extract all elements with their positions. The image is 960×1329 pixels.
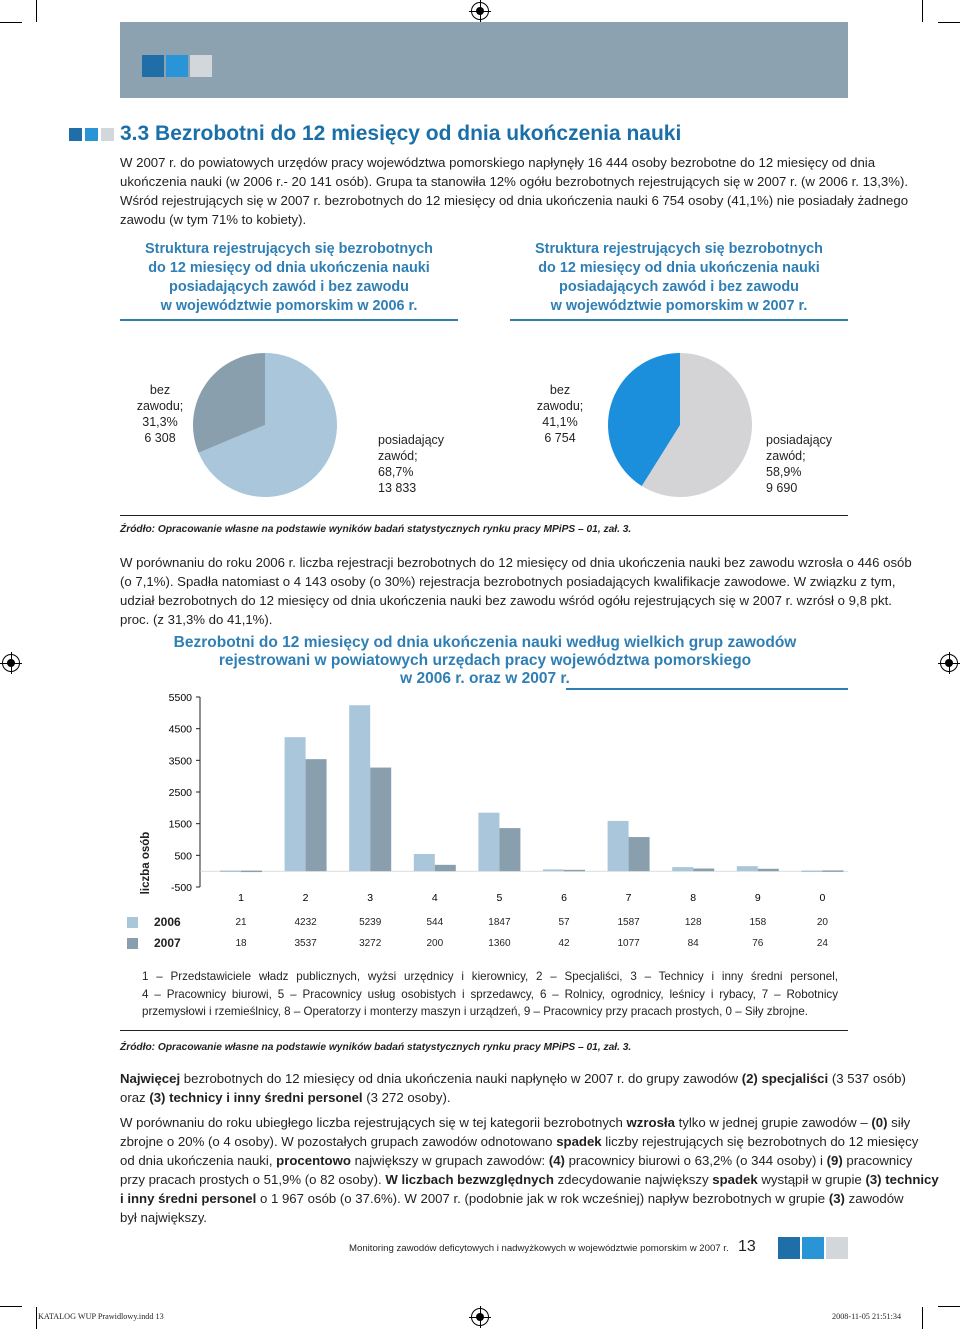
pie-label-line: 9 690 bbox=[766, 481, 798, 495]
text: przy pracach prostych o 51,9% (o 82 osoby). bbox=[120, 1172, 386, 1187]
data-cell: 24 bbox=[816, 938, 828, 949]
comparison-line: udział bezrobotnych do 12 miesięcy od dnia ukończenia nauki bez zawodu wśród ogółu rejestrujących się w 2007 r. wzrósł o 9,8 pkt. bbox=[120, 593, 892, 608]
bar-2006-cat-1 bbox=[220, 871, 241, 873]
bar-2006-cat-9 bbox=[737, 866, 758, 871]
intro-line: Wśród rejestrujących się w 2007 r. bezrobotnych do 12 miesięcy od dnia ukończenia nauki 6 754 osoby (41,1%) nie posiadały żadnego bbox=[120, 193, 909, 208]
legend-line: 1 – Przedstawiciele władz publicznych, wyżsi urzędnicy i kierownicy, 2 – Specjaliści, 3 – Technicy i inny średni personel, bbox=[142, 970, 838, 983]
pie-label-line: zawód; bbox=[766, 449, 806, 463]
pie-title-line: posiadających zawód i bez zawodu bbox=[559, 279, 799, 295]
summary-paragraph-2 bbox=[120, 1113, 939, 1227]
text: pracownicy bbox=[842, 1153, 913, 1168]
page-number: 13 bbox=[738, 1238, 756, 1255]
pie-right-label-b bbox=[766, 432, 866, 496]
pie-right-label-a bbox=[510, 382, 610, 446]
x-tick-label: 2 bbox=[302, 892, 309, 904]
crop-mark bbox=[0, 22, 22, 23]
text: oraz bbox=[120, 1090, 150, 1105]
bar-2006-cat-4 bbox=[414, 854, 435, 871]
pie-label-line: 41,1% bbox=[542, 415, 578, 429]
footer-square-icon bbox=[778, 1237, 800, 1259]
pie-title-line: posiadających zawód i bez zawodu bbox=[169, 279, 409, 295]
text: bezrobotnych do 12 miesięcy od dnia ukończenia nauki napłynęło w 2007 r. do grupy zawodów bbox=[180, 1071, 742, 1086]
pie-label-line: 6 308 bbox=[144, 431, 176, 445]
text: pracownicy biurowi o 63,2% (o 344 osoby) i bbox=[564, 1153, 827, 1168]
data-cell: 1360 bbox=[488, 938, 511, 949]
bold-text: W liczbach bezwzględnych bbox=[385, 1172, 554, 1187]
pie-label-line: bez bbox=[549, 383, 571, 397]
pie-left-label-b bbox=[378, 432, 478, 496]
bar-2006-cat-7 bbox=[608, 821, 629, 871]
text: zbrojne o 20% (o 4 osoby). W pozostałych grupach zawodów odnotowano bbox=[120, 1134, 557, 1149]
bar-2007-cat-6 bbox=[564, 870, 585, 872]
slug-date: 2008-11-05 21:51:34 bbox=[832, 1312, 902, 1321]
crop-mark bbox=[938, 1306, 960, 1307]
bar-2007-cat-8 bbox=[693, 869, 714, 872]
chart-title-line: rejestrowani w powiatowych urzędach pracy województwa pomorskiego bbox=[218, 652, 752, 669]
bold-text: (3) bbox=[828, 1191, 845, 1206]
x-tick-label: 6 bbox=[561, 892, 567, 904]
data-cell: 158 bbox=[749, 917, 767, 928]
crop-mark bbox=[0, 1306, 22, 1307]
text: zdecydowanie największy bbox=[553, 1172, 713, 1187]
pie-label-line: zawodu; bbox=[136, 399, 184, 413]
title-square-icon bbox=[69, 128, 82, 141]
pie-title-line: w województwie pomorskim w 2006 r. bbox=[160, 298, 418, 314]
comparison-paragraph bbox=[120, 553, 912, 629]
text: o 1 967 osób (o 37.6%). W 2007 r. (podobnie jak w rok wcześniej) napływ bezrobotnych w grupie bbox=[256, 1191, 829, 1206]
comparison-line: proc. (z 31,3% do 41,1%). bbox=[120, 612, 273, 627]
summary-line: był największy. bbox=[120, 1210, 207, 1225]
summary-line bbox=[120, 1113, 939, 1132]
occupation-legend bbox=[142, 968, 838, 1021]
registration-mark-icon bbox=[471, 2, 489, 20]
y-tick-label: 3500 bbox=[168, 755, 192, 768]
text: siły bbox=[887, 1115, 911, 1130]
pie-label-line: 6 754 bbox=[544, 431, 576, 445]
slug-file: KATALOG WUP Prawidlowy.indd 13 bbox=[38, 1312, 164, 1321]
data-cell: 200 bbox=[426, 938, 444, 949]
intro-paragraph bbox=[120, 153, 908, 229]
data-cell: 3537 bbox=[294, 938, 317, 949]
pie-right-title-rule bbox=[510, 319, 848, 321]
data-cell: 5239 bbox=[359, 917, 382, 928]
pie-title-line: Struktura rejestrujących się bezrobotnych bbox=[535, 241, 823, 257]
registration-mark-icon bbox=[940, 654, 958, 672]
text: (3 272 osoby). bbox=[362, 1090, 451, 1105]
data-cell: 21 bbox=[235, 917, 247, 928]
bold-text: (3) technicy bbox=[865, 1172, 939, 1187]
bar-2007-cat-9 bbox=[758, 869, 779, 871]
pie-label-line: 13 833 bbox=[378, 481, 417, 495]
title-square-icon bbox=[85, 128, 98, 141]
footer-square-icon bbox=[826, 1237, 848, 1259]
data-cell: 1847 bbox=[488, 917, 511, 928]
summary-paragraph-1 bbox=[120, 1069, 906, 1107]
y-tick-label: 5500 bbox=[168, 692, 192, 704]
pie-label-line: posiadający bbox=[378, 433, 445, 447]
bar-2007-cat-4 bbox=[435, 865, 456, 871]
x-tick-label: 9 bbox=[754, 892, 761, 904]
bar-2006-cat-6 bbox=[543, 869, 564, 871]
data-cell: 84 bbox=[687, 938, 699, 949]
pie-label-line: bez bbox=[149, 383, 171, 397]
data-cell: 3272 bbox=[359, 938, 382, 949]
header-square-icon bbox=[190, 55, 212, 77]
source-rule bbox=[120, 515, 848, 516]
summary-line bbox=[120, 1088, 906, 1107]
x-tick-label: 7 bbox=[625, 892, 632, 904]
comparison-line: (o 7,1%). Spadła natomiast o 4 143 osoby (o 30%) rejestracja bezrobotnych posiadających kwalifikacje zawodowe. W związku z tym, bbox=[120, 574, 896, 589]
data-cell: 1587 bbox=[617, 917, 640, 928]
data-cell: 42 bbox=[558, 938, 570, 949]
legend-swatch-2007 bbox=[127, 938, 138, 949]
bar-2007-cat-1 bbox=[241, 871, 262, 873]
footer-text: Monitoring zawodów deficytowych i nadwyżkowych w województwie pomorskim w 2007 r. bbox=[349, 1243, 729, 1254]
pie-title-line: Struktura rejestrujących się bezrobotnych bbox=[145, 241, 433, 257]
legend-line: 4 – Pracownicy biurowi, 5 – Pracownicy usług osobistych i sprzedawcy, 6 – Rolnicy, ogrodnicy, leśnicy i rybacy, 7 – Robotnicy bbox=[142, 987, 838, 1001]
header-square-icon bbox=[166, 55, 188, 77]
x-tick-label: 5 bbox=[496, 892, 503, 904]
pie-title-line: do 12 miesięcy od dnia ukończenia nauki bbox=[538, 260, 820, 276]
source-rule bbox=[120, 1030, 848, 1031]
bar-2006-cat-2 bbox=[285, 737, 306, 871]
pie-left-title bbox=[120, 240, 458, 316]
pie-label-line: zawód; bbox=[378, 449, 418, 463]
pie-right-title bbox=[510, 240, 848, 316]
summary-line bbox=[120, 1132, 939, 1151]
bar-2007-cat-0 bbox=[822, 870, 843, 872]
summary-line bbox=[120, 1170, 939, 1189]
pie-left-title-rule bbox=[120, 319, 458, 321]
text: W porównaniu do roku ubiegłego liczba rejestrujących się w tej kategorii bezrobotnych bbox=[120, 1115, 627, 1130]
text: zawodów bbox=[844, 1191, 904, 1206]
summary-line bbox=[120, 1189, 939, 1208]
bold-text: i inny średni personel bbox=[120, 1191, 257, 1206]
bold-text: (2) specjaliści bbox=[741, 1071, 829, 1086]
intro-line: ukończenia nauki (w 2006 r.- 20 141 osób). Grupa ta stanowiła 12% ogółu bezrobotnych rejestrujących się w 2007 r. (w 2006 r. 13,3%). bbox=[120, 174, 909, 189]
data-cell: 1077 bbox=[617, 938, 640, 949]
text: (3 537 osób) bbox=[828, 1071, 906, 1086]
data-cell: 128 bbox=[684, 917, 702, 928]
bar-2006-cat-8 bbox=[672, 867, 693, 871]
bar-2007-cat-5 bbox=[499, 828, 520, 871]
bar-2006-cat-5 bbox=[478, 813, 499, 871]
source-note: Źródło: Opracowanie własne na podstawie wyników badań statystycznych rynku pracy MPiPS – 01, zał. 3. bbox=[120, 1042, 632, 1053]
bold-text: (3) technicy i inny średni personel bbox=[149, 1090, 363, 1105]
y-axis-label: liczba osób bbox=[140, 831, 152, 895]
registration-mark-icon bbox=[471, 1308, 489, 1326]
x-tick-label: 1 bbox=[238, 892, 244, 904]
bar-2007-cat-7 bbox=[629, 837, 650, 871]
summary-line bbox=[120, 1151, 939, 1170]
header-band bbox=[120, 22, 848, 98]
pie-left-label-a bbox=[110, 382, 210, 446]
crop-mark bbox=[36, 1307, 37, 1329]
crop-mark bbox=[922, 0, 923, 22]
y-tick-label: 4500 bbox=[168, 723, 192, 736]
y-axis-label-wrap bbox=[136, 831, 156, 895]
pie-title-line: w województwie pomorskim w 2007 r. bbox=[550, 298, 808, 314]
y-tick-label: 1500 bbox=[168, 818, 192, 831]
legend-swatch-2006 bbox=[127, 917, 138, 928]
legend-line: przemysłowi i rzemieślnicy, 8 – Operatorzy i monterzy maszyn i urządzeń, 9 – Pracownicy przy pracach prostych, 0 – Siły zbrojne. bbox=[142, 1005, 809, 1018]
chart-title-line: w 2006 r. oraz w 2007 r. bbox=[400, 670, 570, 687]
registration-mark-icon bbox=[2, 654, 20, 672]
bold-text: (9) bbox=[826, 1153, 843, 1168]
pie-label-line: 68,7% bbox=[378, 465, 414, 479]
crop-mark bbox=[922, 1307, 923, 1329]
text: tylko w jednej grupie zawodów – bbox=[674, 1115, 872, 1130]
bar-2006-cat-3 bbox=[349, 705, 370, 871]
x-tick-label: 3 bbox=[367, 892, 374, 904]
bar-2006-cat-0 bbox=[801, 871, 822, 873]
source-note: Źródło: Opracowanie własne na podstawie wyników badań statystycznych rynku pracy MPiPS – 01, zał. 3. bbox=[120, 524, 632, 535]
crop-mark bbox=[36, 0, 37, 22]
data-cell: 544 bbox=[426, 917, 444, 928]
pie-label-line: zawodu; bbox=[536, 399, 584, 413]
chart-title-line: Bezrobotni do 12 miesięcy od dnia ukończenia nauki według wielkich grup zawodów bbox=[173, 634, 797, 651]
comparison-line: W porównaniu do roku 2006 r. liczba rejestracji bezrobotnych do 12 miesięcy od dnia ukończenia nauki bez zawodu wzrosła o 446 osób bbox=[120, 555, 912, 570]
header-square-icon bbox=[142, 55, 164, 77]
section-title: 3.3 Bezrobotni do 12 miesięcy od dnia ukończenia nauki bbox=[120, 122, 682, 145]
bar-2007-cat-3 bbox=[370, 768, 391, 872]
y-tick-label: 500 bbox=[174, 850, 192, 863]
intro-line: zawodu (w tym 71% to kobiety). bbox=[120, 212, 307, 227]
text: od dnia ukończenia nauki, bbox=[120, 1153, 277, 1168]
pie-label-line: 31,3% bbox=[142, 415, 178, 429]
bold-text: wzrosła bbox=[626, 1115, 675, 1130]
bold-text: spadek bbox=[556, 1134, 602, 1149]
data-cell: 4232 bbox=[294, 917, 317, 928]
text: największy w grupach zawodów: bbox=[350, 1153, 549, 1168]
crop-mark bbox=[938, 22, 960, 23]
series-label-2007: 2007 bbox=[154, 936, 181, 950]
data-cell: 76 bbox=[752, 938, 764, 949]
data-cell: 20 bbox=[816, 917, 828, 928]
y-tick-label: -500 bbox=[170, 882, 192, 894]
data-cell: 57 bbox=[558, 917, 570, 928]
data-cell: 18 bbox=[235, 938, 247, 949]
title-square-icon bbox=[101, 128, 114, 141]
x-tick-label: 8 bbox=[690, 892, 697, 904]
bold-text: Najwięcej bbox=[120, 1071, 181, 1086]
bold-text: spadek bbox=[712, 1172, 758, 1187]
pie-label-line: 58,9% bbox=[766, 465, 802, 479]
pie-label-line: posiadający bbox=[766, 433, 833, 447]
intro-line: W 2007 r. do powiatowych urzędów pracy województwa pomorskiego napłynęły 16 444 osoby bezrobotne do 12 miesięcy od dnia bbox=[120, 155, 876, 170]
x-tick-label: 0 bbox=[819, 892, 826, 904]
pie-title-line: do 12 miesięcy od dnia ukończenia nauki bbox=[148, 260, 430, 276]
summary-line bbox=[120, 1069, 906, 1088]
text: liczby rejestrujących się bezrobotnych do 12 miesięcy bbox=[601, 1134, 919, 1149]
series-label-2006: 2006 bbox=[154, 915, 181, 929]
bar-2007-cat-2 bbox=[306, 759, 327, 871]
bold-text: procentowo bbox=[276, 1153, 351, 1168]
bold-text: (0) bbox=[871, 1115, 888, 1130]
bold-text: (4) bbox=[548, 1153, 565, 1168]
footer-square-icon bbox=[802, 1237, 824, 1259]
x-tick-label: 4 bbox=[431, 892, 438, 904]
y-tick-label: 2500 bbox=[168, 787, 192, 799]
text: wystąpił w grupie bbox=[757, 1172, 866, 1187]
